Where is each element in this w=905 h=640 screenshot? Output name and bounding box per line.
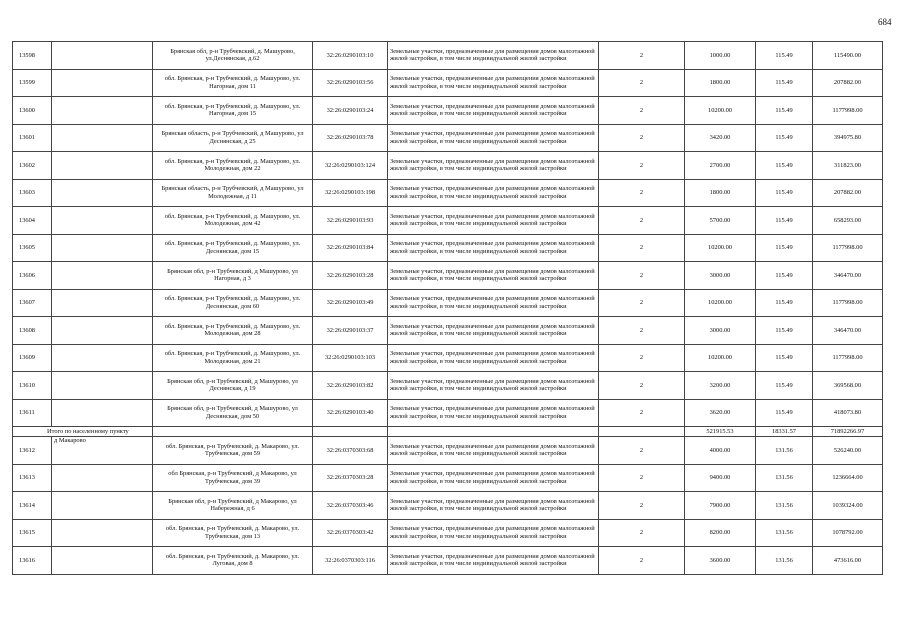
total-empty [388, 427, 599, 437]
cadastral-number: 32:26:0290103:103 [313, 344, 388, 372]
class-code: 2 [599, 97, 685, 125]
cadastral-value: 1236664.00 [813, 464, 883, 492]
unit-price: 115.49 [756, 289, 813, 317]
table-row [13, 97, 883, 125]
unit-price: 115.49 [756, 97, 813, 125]
cadastral-number: 32:26:0290103:82 [313, 372, 388, 400]
cadastral-number: 32:26:0290103:198 [313, 179, 388, 207]
area-value: 3420.00 [685, 124, 756, 152]
class-code: 2 [599, 519, 685, 547]
area-value: 1800.00 [685, 69, 756, 97]
land-use-type: Земельные участки, предназначенные для размещения домов малоэтажной жилой застройки, в том числе индивидуальной жилой застройки [388, 547, 599, 575]
settlement-name: д Макарово [52, 437, 153, 465]
area-value: 10200.00 [685, 289, 756, 317]
cadastral-value-table [12, 41, 883, 575]
land-use-type: Земельные участки, предназначенные для размещения домов малоэтажной жилой застройки, в том числе индивидуальной жилой застройки [388, 179, 599, 207]
land-use-type: Земельные участки, предназначенные для размещения домов малоэтажной жилой застройки, в том числе индивидуальной жилой застройки [388, 372, 599, 400]
area-value: 3200.00 [685, 372, 756, 400]
cadastral-number: 32:26:0290103:37 [313, 317, 388, 345]
settlement-name [52, 399, 153, 427]
table-row [13, 492, 883, 520]
address-cell: обл. Брянская, р-н Трубчевский, д. Машурово, ул. Нагорная, дом 15 [153, 97, 313, 125]
table-row [13, 124, 883, 152]
area-value: 7900.00 [685, 492, 756, 520]
area-value: 4000.00 [685, 437, 756, 465]
total-price: 18331.57 [756, 427, 813, 437]
class-code: 2 [599, 234, 685, 262]
cadastral-number: 32:26:0290103:56 [313, 69, 388, 97]
cadastral-number: 32:26:0370303:42 [313, 519, 388, 547]
class-code: 2 [599, 317, 685, 345]
total-empty [153, 427, 313, 437]
address-cell: Брянская обл, р-н Трубчевский, д. Машурово, ул.Деснянская, д.62 [153, 42, 313, 70]
class-code: 2 [599, 152, 685, 180]
table-row [13, 372, 883, 400]
land-use-type: Земельные участки, предназначенные для размещения домов малоэтажной жилой застройки, в том числе индивидуальной жилой застройки [388, 399, 599, 427]
table-row [13, 42, 883, 70]
row-number: 13604 [13, 207, 52, 235]
cadastral-value: 526240.00 [813, 437, 883, 465]
unit-price: 115.49 [756, 262, 813, 290]
area-value: 1000.00 [685, 42, 756, 70]
address-cell: Брянская обл, р-н Трубчевский, д Машурово, ул Деснянская, дом 50 [153, 399, 313, 427]
cadastral-value: 369568.00 [813, 372, 883, 400]
cadastral-value: 1078792.00 [813, 519, 883, 547]
row-number: 13611 [13, 399, 52, 427]
settlement-total-row [13, 427, 883, 437]
cadastral-value: 346470.00 [813, 262, 883, 290]
unit-price: 115.49 [756, 234, 813, 262]
cadastral-value: 1039324.00 [813, 492, 883, 520]
class-code: 2 [599, 437, 685, 465]
land-use-type: Земельные участки, предназначенные для размещения домов малоэтажной жилой застройки, в том числе индивидуальной жилой застройки [388, 42, 599, 70]
cadastral-value: 115490.00 [813, 42, 883, 70]
table-row [13, 69, 883, 97]
address-cell: обл. Брянская, р-н Трубчевский, д. Машурово, ул. Молодежная, дом 28 [153, 317, 313, 345]
unit-price: 115.49 [756, 69, 813, 97]
table-row [13, 207, 883, 235]
cadastral-number: 32:26:0370303:68 [313, 437, 388, 465]
cadastral-value: 658293.00 [813, 207, 883, 235]
row-number: 13605 [13, 234, 52, 262]
settlement-name [52, 344, 153, 372]
address-cell: Брянская обл, р-н Трубчевский, д Машурово, ул Деснянская, д 19 [153, 372, 313, 400]
cadastral-value: 1177998.00 [813, 289, 883, 317]
cadastral-value: 418073.80 [813, 399, 883, 427]
unit-price: 115.49 [756, 179, 813, 207]
settlement-name [52, 289, 153, 317]
class-code: 2 [599, 69, 685, 97]
settlement-name [52, 262, 153, 290]
row-number: 13613 [13, 464, 52, 492]
cadastral-number: 32:26:0290103:24 [313, 97, 388, 125]
area-value: 3000.00 [685, 262, 756, 290]
table-row [13, 464, 883, 492]
land-use-type: Земельные участки, предназначенные для размещения домов малоэтажной жилой застройки, в том числе индивидуальной жилой застройки [388, 69, 599, 97]
row-number: 13603 [13, 179, 52, 207]
class-code: 2 [599, 492, 685, 520]
row-number: 13598 [13, 42, 52, 70]
land-use-type: Земельные участки, предназначенные для размещения домов малоэтажной жилой застройки, в том числе индивидуальной жилой застройки [388, 437, 599, 465]
address-cell: обл. Брянская, р-н Трубчевский, д. Машурово, ул. Молодежная, дом 22 [153, 152, 313, 180]
settlement-name [52, 372, 153, 400]
land-use-type: Земельные участки, предназначенные для размещения домов малоэтажной жилой застройки, в том числе индивидуальной жилой застройки [388, 464, 599, 492]
table-row [13, 262, 883, 290]
land-use-type: Земельные участки, предназначенные для размещения домов малоэтажной жилой застройки, в том числе индивидуальной жилой застройки [388, 124, 599, 152]
land-use-type: Земельные участки, предназначенные для размещения домов малоэтажной жилой застройки, в том числе индивидуальной жилой застройки [388, 344, 599, 372]
cadastral-value: 346470.00 [813, 317, 883, 345]
class-code: 2 [599, 289, 685, 317]
land-use-type: Земельные участки, предназначенные для размещения домов малоэтажной жилой застройки, в том числе индивидуальной жилой застройки [388, 289, 599, 317]
total-empty [599, 427, 685, 437]
cadastral-number: 32:26:0290103:84 [313, 234, 388, 262]
unit-price: 115.49 [756, 207, 813, 235]
table-row [13, 234, 883, 262]
unit-price: 115.49 [756, 317, 813, 345]
table-row [13, 344, 883, 372]
settlement-name [52, 207, 153, 235]
area-value: 2700.00 [685, 152, 756, 180]
area-value: 1800.00 [685, 179, 756, 207]
settlement-name [52, 519, 153, 547]
land-use-type: Земельные участки, предназначенные для размещения домов малоэтажной жилой застройки, в том числе индивидуальной жилой застройки [388, 234, 599, 262]
unit-price: 131.56 [756, 547, 813, 575]
settlement-name [52, 179, 153, 207]
table-row [13, 317, 883, 345]
cadastral-number: 32:26:0290103:49 [313, 289, 388, 317]
cadastral-number: 32:26:0290103:10 [313, 42, 388, 70]
land-use-type: Земельные участки, предназначенные для размещения домов малоэтажной жилой застройки, в том числе индивидуальной жилой застройки [388, 492, 599, 520]
address-cell: Брянская обл, р-н Трубчевский, д Машурово, ул Нагорная, д 3 [153, 262, 313, 290]
area-value: 10200.00 [685, 234, 756, 262]
cadastral-number: 32:26:0290103:28 [313, 262, 388, 290]
settlement-name [52, 42, 153, 70]
row-number: 13599 [13, 69, 52, 97]
table-row [13, 519, 883, 547]
area-value: 3000.00 [685, 317, 756, 345]
cadastral-value: 1177998.00 [813, 97, 883, 125]
row-number: 13612 [13, 437, 52, 465]
cadastral-number: 32:26:0290103:40 [313, 399, 388, 427]
unit-price: 115.49 [756, 399, 813, 427]
address-cell: обл. Брянская, р-н Трубчевский, д. Машурово, ул. Деснянская, дом 60 [153, 289, 313, 317]
cadastral-number: 32:26:0370303:46 [313, 492, 388, 520]
table-row [13, 547, 883, 575]
row-number: 13608 [13, 317, 52, 345]
row-number: 13614 [13, 492, 52, 520]
total-label: Итого по населенному пункту [13, 427, 153, 437]
table-row [13, 289, 883, 317]
total-area: 521915.53 [685, 427, 756, 437]
total-value: 71892266.97 [813, 427, 883, 437]
land-use-type: Земельные участки, предназначенные для размещения домов малоэтажной жилой застройки, в том числе индивидуальной жилой застройки [388, 317, 599, 345]
cadastral-value: 473616.00 [813, 547, 883, 575]
row-number: 13610 [13, 372, 52, 400]
class-code: 2 [599, 207, 685, 235]
total-empty [313, 427, 388, 437]
unit-price: 131.56 [756, 464, 813, 492]
cadastral-number: 32:26:0370303:28 [313, 464, 388, 492]
address-cell: обл. Брянская, р-н Трубчевский, д. Машурово, ул. Нагорная, дом 11 [153, 69, 313, 97]
address-cell: обл Брянская, р-н Трубчевский, д Макарово, ул Трубчевская, дом 39 [153, 464, 313, 492]
unit-price: 131.56 [756, 492, 813, 520]
settlement-name [52, 124, 153, 152]
settlement-name [52, 69, 153, 97]
cadastral-number: 32:26:0290103:93 [313, 207, 388, 235]
address-cell: обл. Брянская, р-н Трубчевский, д. Макарово, ул. Трубчевская, дом 13 [153, 519, 313, 547]
cadastral-value: 1177998.00 [813, 234, 883, 262]
class-code: 2 [599, 464, 685, 492]
table-row [13, 179, 883, 207]
class-code: 2 [599, 547, 685, 575]
address-cell: обл. Брянская, р-н Трубчевский, д. Машурово, ул. Молодежная, дом 21 [153, 344, 313, 372]
settlement-name [52, 547, 153, 575]
row-number: 13609 [13, 344, 52, 372]
address-cell: обл. Брянская, р-н Трубчевский, д. Макарово, ул. Луговая, дом 8 [153, 547, 313, 575]
address-cell: Брянская обл, р-н Трубчевский, д Макарово, ул Набережная, д 6 [153, 492, 313, 520]
class-code: 2 [599, 42, 685, 70]
land-use-type: Земельные участки, предназначенные для размещения домов малоэтажной жилой застройки, в том числе индивидуальной жилой застройки [388, 152, 599, 180]
unit-price: 115.49 [756, 42, 813, 70]
address-cell: Брянская область, р-н Трубчевский, д Машурово, ул Молодежная, д 11 [153, 179, 313, 207]
table-row [13, 437, 883, 465]
row-number: 13615 [13, 519, 52, 547]
land-use-type: Земельные участки, предназначенные для размещения домов малоэтажной жилой застройки, в том числе индивидуальной жилой застройки [388, 207, 599, 235]
area-value: 3600.00 [685, 547, 756, 575]
settlement-name [52, 464, 153, 492]
settlement-name [52, 234, 153, 262]
row-number: 13602 [13, 152, 52, 180]
cadastral-number: 32:26:0370303:116 [313, 547, 388, 575]
row-number: 13600 [13, 97, 52, 125]
row-number: 13616 [13, 547, 52, 575]
unit-price: 115.49 [756, 152, 813, 180]
table-row [13, 399, 883, 427]
cadastral-number: 32:26:0290103:78 [313, 124, 388, 152]
class-code: 2 [599, 262, 685, 290]
unit-price: 115.49 [756, 124, 813, 152]
class-code: 2 [599, 344, 685, 372]
table-row [13, 152, 883, 180]
row-number: 13601 [13, 124, 52, 152]
row-number: 13606 [13, 262, 52, 290]
settlement-name [52, 152, 153, 180]
settlement-name [52, 317, 153, 345]
land-use-type: Земельные участки, предназначенные для размещения домов малоэтажной жилой застройки, в том числе индивидуальной жилой застройки [388, 262, 599, 290]
page-number: 684 [878, 17, 892, 27]
cadastral-value: 1177998.00 [813, 344, 883, 372]
area-value: 9400.00 [685, 464, 756, 492]
class-code: 2 [599, 124, 685, 152]
cadastral-value: 207882.00 [813, 69, 883, 97]
address-cell: Брянская область, р-н Трубчевский, д Машурово, ул Деснянская, д 25 [153, 124, 313, 152]
row-number: 13607 [13, 289, 52, 317]
class-code: 2 [599, 399, 685, 427]
cadastral-value: 207882.00 [813, 179, 883, 207]
settlement-name [52, 492, 153, 520]
area-value: 3620.00 [685, 399, 756, 427]
area-value: 8200.00 [685, 519, 756, 547]
address-cell: обл. Брянская, р-н Трубчевский, д. Макарово, ул. Трубчевская, дом 59 [153, 437, 313, 465]
class-code: 2 [599, 179, 685, 207]
unit-price: 115.49 [756, 344, 813, 372]
area-value: 10200.00 [685, 97, 756, 125]
cadastral-value: 394975.80 [813, 124, 883, 152]
address-cell: обл. Брянская, р-н Трубчевский, д. Машурово, ул. Деснянская, дом 15 [153, 234, 313, 262]
cadastral-number: 32:26:0290103:124 [313, 152, 388, 180]
area-value: 5700.00 [685, 207, 756, 235]
land-use-type: Земельные участки, предназначенные для размещения домов малоэтажной жилой застройки, в том числе индивидуальной жилой застройки [388, 519, 599, 547]
cadastral-value: 311823.00 [813, 152, 883, 180]
class-code: 2 [599, 372, 685, 400]
unit-price: 131.56 [756, 519, 813, 547]
settlement-name [52, 97, 153, 125]
area-value: 10200.00 [685, 344, 756, 372]
unit-price: 131.56 [756, 437, 813, 465]
unit-price: 115.49 [756, 372, 813, 400]
land-use-type: Земельные участки, предназначенные для размещения домов малоэтажной жилой застройки, в том числе индивидуальной жилой застройки [388, 97, 599, 125]
address-cell: обл. Брянская, р-н Трубчевский, д. Машурово, ул. Молодежная, дом 42 [153, 207, 313, 235]
